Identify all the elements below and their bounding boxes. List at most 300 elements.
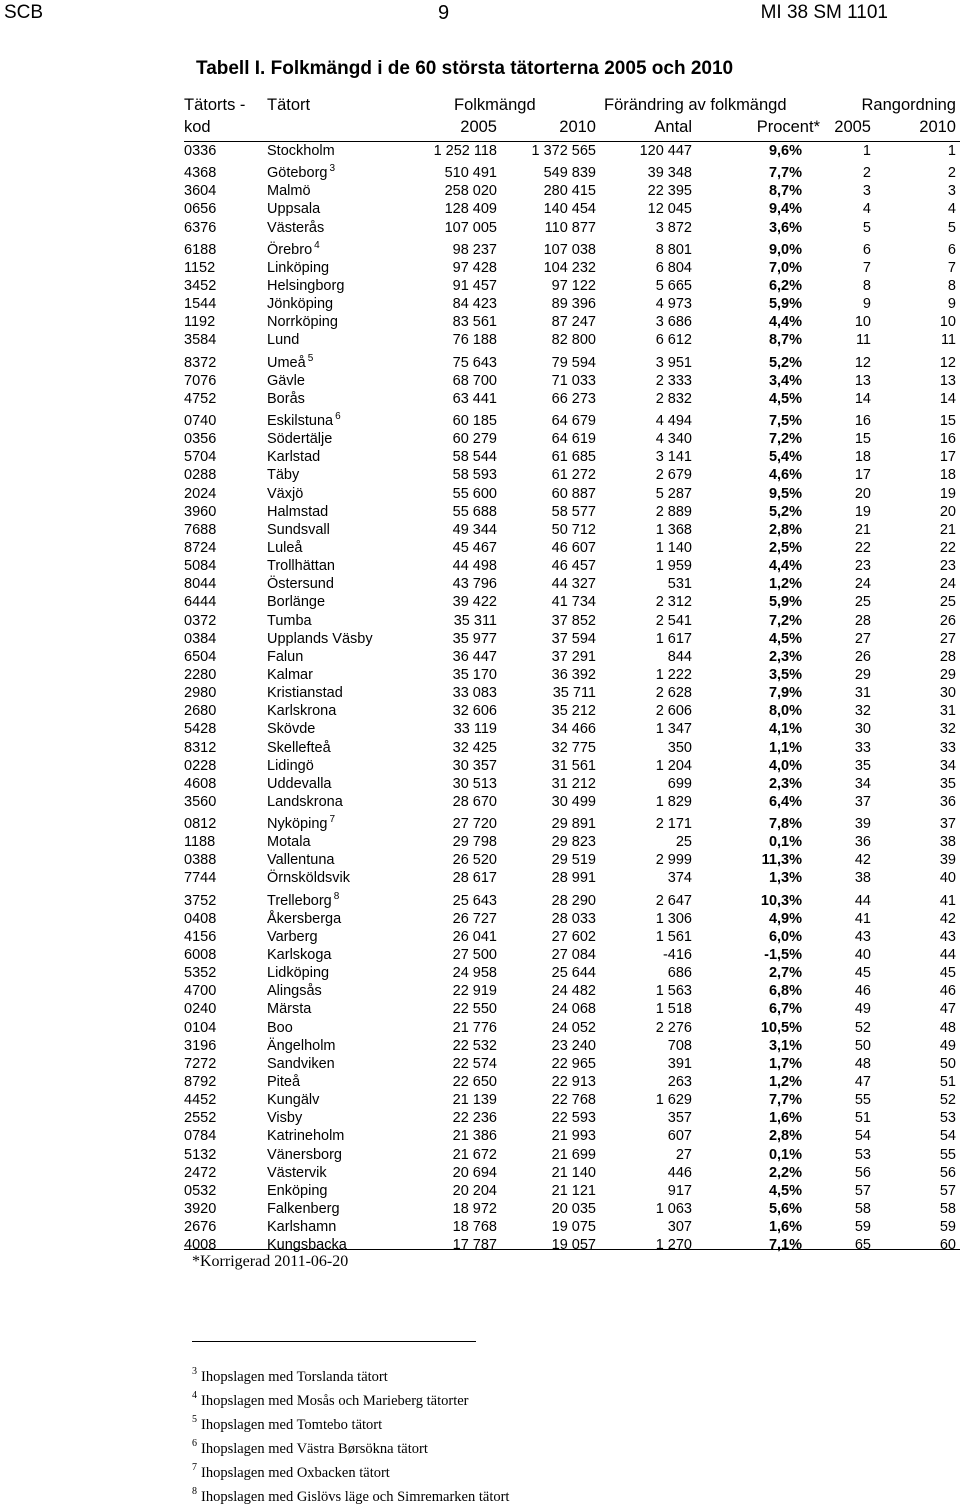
cell-code: 7744 — [184, 870, 217, 887]
cell-code: 2280 — [184, 666, 217, 683]
cell-pop-2010: 28 033 — [551, 910, 596, 927]
cell-pop-2005: 58 544 — [452, 449, 497, 466]
cell-rank-2010: 10 — [939, 314, 956, 331]
cell-rank-2005: 20 — [854, 485, 871, 502]
cell-pop-2005: 55 600 — [452, 485, 497, 502]
cell-code: 5704 — [184, 449, 217, 466]
cell-change-count: 1 140 — [655, 539, 692, 556]
footnote-ref: 3 — [329, 163, 336, 175]
cell-code: 1152 — [184, 259, 216, 276]
cell-code: 3560 — [184, 793, 217, 810]
cell-pop-2005: 68 700 — [452, 372, 497, 389]
cell-locality: Märsta — [267, 1001, 312, 1018]
cell-pop-2005: 49 344 — [452, 521, 497, 538]
cell-pop-2010: 34 466 — [551, 721, 596, 738]
cell-rank-2010: 48 — [939, 1019, 956, 1036]
cell-pop-2010: 31 561 — [551, 757, 596, 774]
cell-pop-2010: 50 712 — [551, 521, 596, 538]
cell-change-count: 2 647 — [655, 892, 692, 909]
cell-pop-2005: 33 083 — [452, 685, 497, 702]
cell-pop-2005: 43 796 — [452, 576, 497, 593]
cell-pop-2005: 55 688 — [452, 503, 497, 520]
cell-rank-2005: 27 — [854, 630, 871, 647]
cell-locality: Upplands Väsby — [267, 630, 373, 647]
cell-change-count: 3 872 — [655, 219, 692, 236]
cell-rank-2005: 59 — [854, 1219, 871, 1236]
footnote-text: Ihopslagen med Gislövs läge och Simremarken tätort — [201, 1489, 510, 1505]
table-row — [0, 313, 960, 331]
cell-change-count: 2 312 — [655, 594, 692, 611]
cell-change-count: 1 368 — [655, 521, 692, 538]
table-row — [0, 964, 960, 982]
cell-pop-2010: 37 852 — [551, 612, 596, 629]
cell-rank-2005: 19 — [854, 503, 871, 520]
cell-rank-2005: 47 — [854, 1074, 871, 1091]
cell-rank-2010: 35 — [939, 775, 956, 792]
cell-code: 5132 — [184, 1146, 217, 1163]
cell-pop-2010: 24 482 — [551, 983, 596, 1000]
cell-locality: Lidingö — [267, 757, 314, 774]
cell-change-percent: 5,9% — [768, 594, 802, 611]
cell-pop-2005: 26 727 — [452, 910, 497, 927]
cell-rank-2010: 25 — [939, 594, 956, 611]
cell-locality: Kungsbacka — [267, 1237, 347, 1254]
cell-pop-2010: 19 075 — [551, 1219, 596, 1236]
cell-rank-2010: 6 — [947, 241, 956, 258]
cell-rank-2005: 16 — [854, 412, 871, 429]
cell-pop-2010: 71 033 — [551, 372, 596, 389]
table-row — [0, 757, 960, 775]
cell-code: 0812 — [184, 816, 217, 833]
cell-locality: Linköping — [267, 259, 330, 276]
cell-change-percent: 5,4% — [768, 449, 802, 466]
cell-locality: Sandviken — [267, 1055, 335, 1072]
cell-code: 3960 — [184, 503, 217, 520]
table-row — [0, 182, 960, 200]
cell-change-count: 1 629 — [655, 1092, 692, 1109]
cell-rank-2010: 32 — [939, 721, 956, 738]
footnote-number: 6 — [192, 1438, 197, 1449]
cell-rank-2005: 30 — [854, 721, 871, 738]
cell-pop-2005: 18 972 — [452, 1201, 497, 1218]
cell-pop-2005: 21 672 — [452, 1146, 497, 1163]
cell-change-count: -416 — [662, 947, 692, 964]
cell-pop-2005: 22 550 — [452, 1001, 497, 1018]
cell-rank-2010: 43 — [939, 928, 956, 945]
cell-locality: Borlänge — [267, 594, 326, 611]
table-row — [0, 982, 960, 1000]
cell-pop-2010: 29 891 — [551, 816, 596, 833]
footnote — [192, 1390, 509, 1414]
table-row — [0, 815, 960, 833]
cell-rank-2010: 14 — [939, 390, 956, 407]
cell-rank-2005: 7 — [862, 259, 871, 276]
cell-pop-2010: 35 711 — [552, 685, 596, 702]
cell-pop-2010: 20 035 — [551, 1201, 596, 1218]
footnote-text: Ihopslagen med Tomtebo tätort — [201, 1417, 383, 1433]
cell-pop-2010: 41 734 — [551, 594, 596, 611]
cell-change-percent: 8,0% — [768, 703, 802, 720]
cell-change-count: 2 628 — [655, 685, 692, 702]
cell-change-percent: 4,4% — [768, 558, 802, 575]
cell-rank-2010: 16 — [939, 431, 956, 448]
cell-locality: Eskilstuna $^6$ — [267, 410, 341, 429]
cell-code: 4008 — [184, 1237, 217, 1254]
cell-code: 6008 — [184, 947, 217, 964]
cell-rank-2010: 59 — [939, 1219, 956, 1236]
cell-pop-2010: 37 291 — [551, 648, 596, 665]
table-row — [0, 851, 960, 869]
table-body — [0, 142, 960, 1254]
cell-pop-2005: 21 776 — [452, 1019, 497, 1036]
cell-change-count: 1 204 — [655, 757, 692, 774]
cell-rank-2010: 20 — [939, 503, 956, 520]
cell-pop-2005: 22 650 — [452, 1074, 497, 1091]
table-row — [0, 390, 960, 408]
footnote-text: Ihopslagen med Västra Børsökna tätort — [201, 1441, 428, 1457]
footnote-number: 7 — [192, 1462, 197, 1473]
cell-code: 1544 — [184, 296, 217, 313]
cell-code: 0336 — [184, 143, 217, 159]
cell-code: 7688 — [184, 521, 217, 538]
cell-rank-2010: 1 — [947, 143, 956, 159]
cell-change-percent: 0,1% — [768, 834, 802, 851]
table-row — [0, 910, 960, 928]
table-row — [0, 1073, 960, 1091]
cell-locality: Piteå — [267, 1074, 301, 1091]
cell-rank-2010: 19 — [939, 485, 956, 502]
cell-rank-2010: 30 — [939, 685, 956, 702]
cell-pop-2010: 22 913 — [551, 1074, 596, 1091]
cell-change-percent: 6,8% — [768, 983, 802, 1000]
cell-rank-2010: 9 — [947, 296, 956, 313]
page-number: 9 — [438, 2, 450, 24]
cell-code: 0740 — [184, 412, 217, 429]
cell-rank-2005: 56 — [854, 1164, 871, 1181]
cell-pop-2010: 79 594 — [551, 354, 596, 371]
table-row — [0, 1146, 960, 1164]
cell-change-count: 2 832 — [655, 390, 692, 407]
cell-locality: Kalmar — [267, 666, 313, 683]
cell-change-percent: 6,7% — [768, 1001, 802, 1018]
table-row — [0, 666, 960, 684]
cell-code: 5084 — [184, 558, 217, 575]
cell-change-percent: 3,1% — [768, 1037, 802, 1054]
cell-change-percent: 4,5% — [768, 1182, 802, 1199]
cell-rank-2005: 58 — [854, 1201, 871, 1218]
cell-rank-2005: 43 — [854, 928, 871, 945]
cell-pop-2005: 39 422 — [452, 594, 497, 611]
cell-code: 0104 — [184, 1019, 217, 1036]
cell-locality: Stockholm — [267, 143, 335, 159]
cell-pop-2005: 258 020 — [444, 183, 497, 200]
cell-pop-2010: 21 699 — [551, 1146, 596, 1163]
cell-change-count: 2 276 — [655, 1019, 692, 1036]
table-row — [0, 412, 960, 430]
cell-pop-2005: 22 236 — [452, 1110, 497, 1127]
table-row — [0, 1218, 960, 1236]
cell-change-count: 307 — [667, 1219, 692, 1236]
cell-change-count: 2 606 — [655, 703, 692, 720]
cell-code: 1192 — [184, 314, 216, 331]
cell-code: 4700 — [184, 983, 217, 1000]
cell-pop-2010: 64 679 — [551, 412, 596, 429]
cell-rank-2010: 49 — [939, 1037, 956, 1054]
cell-code: 2024 — [184, 485, 217, 502]
cell-rank-2005: 36 — [854, 834, 871, 851]
cell-rank-2005: 2 — [862, 165, 871, 182]
cell-change-percent: 4,9% — [768, 910, 802, 927]
cell-locality: Falkenberg — [267, 1201, 340, 1218]
cell-rank-2005: 46 — [854, 983, 871, 1000]
cell-locality: Falun — [267, 648, 304, 665]
cell-change-count: 39 348 — [647, 165, 692, 182]
footnote-number: 3 — [192, 1366, 197, 1377]
table-row — [0, 1109, 960, 1127]
cell-rank-2005: 44 — [854, 892, 871, 909]
cell-rank-2005: 52 — [854, 1019, 871, 1036]
cell-change-percent: 3,6% — [768, 219, 802, 236]
table-title: Tabell I. Folkmängd i de 60 största tätorterna 2005 och 2010 — [196, 58, 734, 79]
footnote — [192, 1438, 509, 1462]
cell-change-percent: 7,0% — [768, 259, 802, 276]
cell-rank-2005: 24 — [854, 576, 871, 593]
cell-rank-2005: 15 — [854, 431, 871, 448]
cell-rank-2010: 27 — [939, 630, 956, 647]
cell-pop-2005: 98 237 — [452, 241, 497, 258]
table-row — [0, 1037, 960, 1055]
cell-locality: Göteborg $^3$ — [267, 163, 336, 182]
cell-locality: Nyköping $^7$ — [267, 814, 336, 833]
cell-code: 3920 — [184, 1201, 217, 1218]
cell-rank-2010: 52 — [939, 1092, 956, 1109]
cell-pop-2005: 60 279 — [452, 431, 497, 448]
cell-rank-2005: 12 — [854, 354, 871, 371]
cell-pop-2005: 76 188 — [452, 332, 497, 349]
cell-code: 2676 — [184, 1219, 217, 1236]
cell-pop-2005: 510 491 — [444, 165, 497, 182]
cell-code: 0372 — [184, 612, 217, 629]
cell-rank-2005: 5 — [862, 219, 871, 236]
cell-code: 7272 — [184, 1055, 217, 1072]
table-row — [0, 1164, 960, 1182]
cell-rank-2005: 10 — [854, 314, 871, 331]
cell-code: 8044 — [184, 576, 217, 593]
cell-change-count: 1 518 — [655, 1001, 692, 1018]
footnote — [192, 1414, 509, 1438]
cell-change-count: 357 — [667, 1110, 692, 1127]
cell-code: 6188 — [184, 241, 217, 258]
cell-code: 5352 — [184, 965, 217, 982]
cell-code: 6444 — [184, 594, 217, 611]
cell-code: 0656 — [184, 201, 217, 218]
cell-change-percent: 4,6% — [768, 467, 802, 484]
cell-pop-2010: 58 577 — [551, 503, 596, 520]
cell-pop-2010: 87 247 — [551, 314, 596, 331]
col-head-code: Tätorts - — [184, 96, 246, 114]
table-row — [0, 259, 960, 277]
cell-pop-2005: 32 425 — [452, 739, 497, 756]
cell-pop-2010: 66 273 — [551, 390, 596, 407]
cell-change-count: 2 171 — [655, 816, 692, 833]
cell-pop-2010: 44 327 — [551, 576, 596, 593]
cell-rank-2010: 5 — [947, 219, 956, 236]
cell-rank-2010: 41 — [939, 892, 956, 909]
cell-locality: Uppsala — [267, 201, 321, 218]
table-row — [0, 684, 960, 702]
cell-pop-2010: 27 602 — [551, 928, 596, 945]
cell-change-count: 699 — [667, 775, 692, 792]
table-row — [0, 833, 960, 851]
cell-pop-2005: 1 252 118 — [433, 143, 497, 159]
cell-locality: Visby — [267, 1110, 303, 1127]
cell-code: 2980 — [184, 685, 217, 702]
cell-locality: Jönköping — [267, 296, 334, 313]
cell-rank-2005: 49 — [854, 1001, 871, 1018]
cell-change-percent: 9,5% — [768, 485, 802, 502]
cell-pop-2010: 280 415 — [543, 183, 596, 200]
cell-locality: Sundsvall — [267, 521, 330, 538]
col-head-name: Tätort — [267, 96, 311, 114]
cell-rank-2010: 12 — [939, 354, 956, 371]
cell-change-percent: 3,5% — [768, 666, 802, 683]
cell-change-percent: 7,7% — [768, 165, 802, 182]
cell-locality: Västervik — [267, 1164, 327, 1181]
cell-change-percent: 7,2% — [768, 431, 802, 448]
cell-change-percent: 7,9% — [768, 685, 802, 702]
table-row — [0, 720, 960, 738]
table-row — [0, 575, 960, 593]
cell-code: 8372 — [184, 354, 217, 371]
cell-rank-2005: 4 — [862, 201, 871, 218]
cell-change-percent: 4,5% — [768, 390, 802, 407]
cell-pop-2005: 33 119 — [453, 721, 497, 738]
cell-change-percent: 2,3% — [768, 775, 802, 792]
cell-pop-2010: 60 887 — [551, 485, 596, 502]
cell-rank-2005: 55 — [854, 1092, 871, 1109]
cell-change-percent: 7,5% — [768, 412, 802, 429]
table-row — [0, 793, 960, 811]
cell-pop-2005: 35 311 — [453, 612, 497, 629]
cell-rank-2010: 13 — [939, 372, 956, 389]
header-agency: SCB — [4, 2, 44, 23]
table-row — [0, 702, 960, 720]
cell-locality: Åkersberga — [267, 910, 342, 927]
cell-change-percent: 1,6% — [768, 1219, 802, 1236]
cell-code: 6504 — [184, 648, 217, 665]
cell-locality: Trollhättan — [267, 558, 335, 575]
cell-change-count: 4 494 — [655, 412, 692, 429]
cell-locality: Vallentuna — [267, 852, 335, 869]
cell-pop-2005: 91 457 — [452, 277, 497, 294]
cell-code: 4452 — [184, 1092, 217, 1109]
cell-pop-2005: 107 005 — [444, 219, 497, 236]
cell-change-count: 917 — [667, 1182, 692, 1199]
cell-rank-2005: 22 — [854, 539, 871, 556]
cell-code: 1188 — [184, 834, 216, 851]
table-row — [0, 277, 960, 295]
cell-pop-2010: 28 991 — [551, 870, 596, 887]
cell-change-count: 4 340 — [655, 431, 692, 448]
cell-pop-2010: 22 593 — [551, 1110, 596, 1127]
cell-locality: Helsingborg — [267, 277, 345, 294]
cell-change-percent: 7,1% — [768, 1237, 802, 1254]
cell-rank-2005: 23 — [854, 558, 871, 575]
table-row — [0, 331, 960, 349]
cell-rank-2010: 2 — [947, 165, 956, 182]
cell-rank-2005: 29 — [854, 666, 871, 683]
cell-rank-2005: 17 — [854, 467, 871, 484]
col-head-pop-2010: 2010 — [559, 118, 596, 136]
cell-change-percent: 2,8% — [768, 1128, 802, 1145]
table-row — [0, 1091, 960, 1109]
table-row — [0, 430, 960, 448]
cell-rank-2010: 15 — [939, 412, 956, 429]
cell-code: 0784 — [184, 1128, 217, 1145]
cell-locality: Malmö — [267, 183, 311, 200]
cell-change-count: 4 973 — [655, 296, 692, 313]
cell-rank-2005: 13 — [854, 372, 871, 389]
report-code: MI 38 SM 1101 — [760, 2, 888, 23]
table-row — [0, 521, 960, 539]
cell-rank-2010: 58 — [939, 1201, 956, 1218]
cell-change-count: 1 561 — [655, 928, 692, 945]
cell-change-count: 2 679 — [655, 467, 692, 484]
cell-pop-2005: 83 561 — [452, 314, 497, 331]
cell-change-percent: 8,7% — [768, 183, 802, 200]
cell-rank-2005: 42 — [854, 852, 871, 869]
cell-pop-2005: 26 520 — [452, 852, 497, 869]
cell-change-percent: 3,4% — [768, 372, 802, 389]
footnote-ref: 4 — [314, 239, 320, 251]
cell-pop-2010: 549 839 — [543, 165, 596, 182]
cell-locality: Lidköping — [267, 965, 330, 982]
cell-pop-2010: 46 607 — [551, 539, 596, 556]
cell-code: 6376 — [184, 219, 217, 236]
cell-rank-2005: 25 — [854, 594, 871, 611]
cell-code: 0408 — [184, 910, 217, 927]
cell-rank-2010: 36 — [939, 793, 956, 810]
cell-code: 0388 — [184, 852, 217, 869]
cell-change-count: 2 999 — [655, 852, 692, 869]
cell-rank-2010: 51 — [939, 1074, 956, 1091]
cell-pop-2010: 24 052 — [551, 1019, 596, 1036]
cell-locality: Ängelholm — [267, 1037, 336, 1054]
cell-locality: Skellefteå — [267, 739, 331, 756]
cell-pop-2005: 29 798 — [452, 834, 497, 851]
cell-change-count: 607 — [667, 1128, 692, 1145]
cell-change-count: 1 617 — [655, 630, 692, 647]
table-row — [0, 539, 960, 557]
cell-rank-2010: 47 — [939, 1001, 956, 1018]
cell-pop-2005: 75 643 — [452, 354, 497, 371]
cell-pop-2010: 61 272 — [551, 467, 596, 484]
cell-locality: Boo — [267, 1019, 293, 1036]
cell-rank-2010: 8 — [947, 277, 956, 294]
cell-locality: Kristianstad — [267, 685, 343, 702]
cell-change-count: 2 333 — [655, 372, 692, 389]
cell-change-percent: 9,0% — [768, 241, 802, 258]
cell-rank-2010: 37 — [939, 816, 956, 833]
cell-rank-2010: 42 — [939, 910, 956, 927]
cell-locality: Örnsköldsvik — [267, 870, 350, 887]
cell-change-count: 3 951 — [655, 354, 692, 371]
table-row — [0, 142, 960, 160]
cell-locality: Lund — [267, 332, 300, 349]
cell-pop-2005: 20 204 — [452, 1182, 497, 1199]
cell-rank-2005: 65 — [854, 1237, 871, 1254]
cell-change-percent: 5,2% — [768, 503, 802, 520]
